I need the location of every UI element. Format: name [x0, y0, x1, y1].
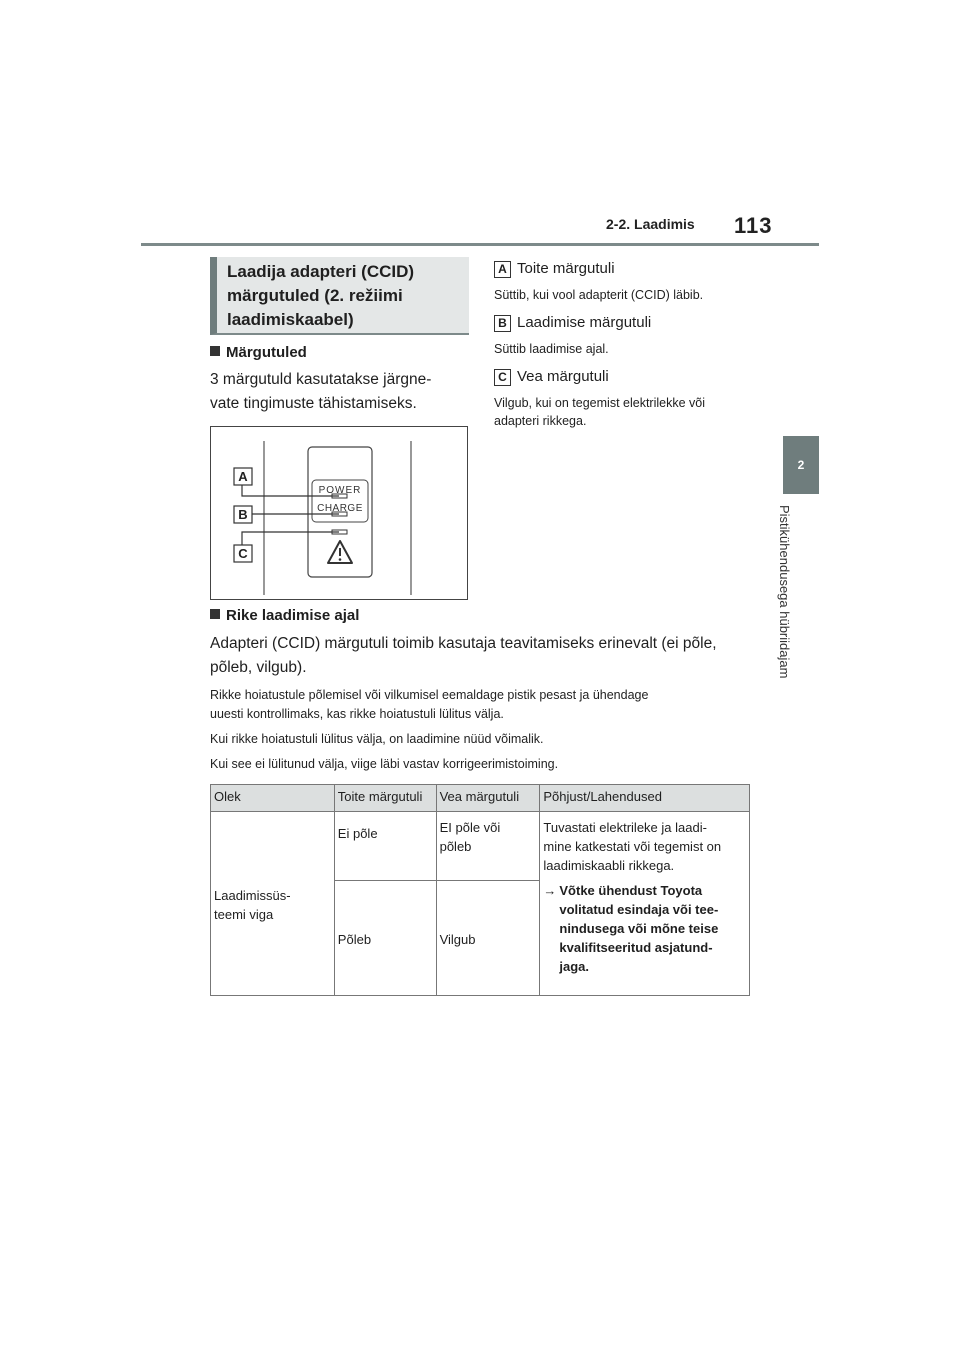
- error-cell: [436, 812, 540, 881]
- cell-line: laadimiskaabli rikkega.: [543, 858, 675, 873]
- subheading-text: Rike laadimise ajal: [226, 607, 360, 624]
- callout-b: B: [238, 507, 248, 522]
- power-cell: Põleb: [334, 881, 436, 996]
- column-header: Vea märgutuli: [436, 785, 540, 812]
- note-line: Rikke hoiatustule põlemisel või vilkumisel eemaldage pistik pesast ja ühendage: [210, 688, 649, 702]
- square-bullet-icon: [210, 346, 220, 356]
- action-text: [559, 881, 718, 976]
- light-item-a: [494, 260, 754, 304]
- callout-a: A: [238, 469, 248, 484]
- table-row: [211, 812, 750, 881]
- cell-line: volitatud esindaja või tee-: [559, 902, 719, 917]
- light-title: Toite märgutuli: [517, 260, 615, 277]
- subheading-text: Märgutuled: [226, 344, 307, 361]
- light-item-c: [494, 368, 754, 430]
- paragraph-line: põleb, vilgub).: [210, 659, 307, 676]
- light-desc: Süttib laadimise ajal.: [494, 342, 609, 356]
- cell-line: Võtke ühendust Toyota: [559, 883, 703, 898]
- heading-line-2: märgutuled (2. režiimi: [227, 286, 403, 305]
- header-rule: [141, 243, 819, 246]
- label-c: C: [494, 369, 511, 386]
- callout-c: C: [238, 546, 248, 561]
- chapter-title: Pistikühendusega hübriidajam: [777, 505, 792, 679]
- paragraph-line: vate tingimuste tähistamiseks.: [210, 395, 417, 412]
- light-item-b: [494, 314, 754, 358]
- light-desc-line: adapteri rikkega.: [494, 414, 587, 428]
- arrow-icon: →: [543, 883, 557, 898]
- section-title: 2-2. Laadimis: [606, 216, 695, 232]
- column-header: Põhjust/Lahendused: [540, 785, 750, 812]
- error-cell: Vilgub: [436, 881, 540, 996]
- cell-line: Tuvastati elektrileke ja laadi-: [543, 820, 707, 835]
- paragraph-rike: [210, 632, 750, 774]
- paragraph-line: 3 märgutuld kasutatakse järgne-: [210, 371, 432, 388]
- paragraph-margutuled: [210, 368, 470, 416]
- table-header-row: [211, 785, 750, 812]
- state-cell: [211, 812, 335, 996]
- note-line: Kui rikke hoiatustuli lülitus välja, on laadimine nüüd võimalik.: [210, 732, 544, 746]
- column-header: Toite märgutuli: [334, 785, 436, 812]
- note-line: uuesti kontrollimaks, kas rikke hoiatustuli lülitus välja.: [210, 707, 504, 721]
- chapter-number: 2: [797, 458, 805, 472]
- ccid-diagram: [211, 427, 467, 599]
- heading-line-1: Laadija adapteri (CCID): [227, 262, 415, 281]
- light-desc: Süttib, kui vool adapterit (CCID) läbib.: [494, 288, 704, 302]
- heading-line-3: laadimiskaabel): [227, 310, 354, 329]
- cell-line: jaga.: [559, 959, 589, 974]
- column-header: Olek: [211, 785, 335, 812]
- light-title: Laadimise märgutuli: [517, 314, 652, 331]
- section-heading-box: [210, 257, 469, 335]
- label-a: A: [494, 261, 511, 278]
- power-cell: Ei põle: [334, 812, 436, 881]
- page-number: 113: [734, 213, 773, 238]
- fault-table: [210, 784, 750, 996]
- light-title: Vea märgutuli: [517, 368, 609, 385]
- light-desc-line: Vilgub, kui on tegemist elektrilekke või: [494, 396, 705, 410]
- cell-line: teemi viga: [214, 906, 274, 922]
- subheading-rike: [210, 607, 359, 624]
- cell-line: EI põle või: [439, 820, 501, 835]
- cell-line: mine katkestati või tegemist on: [543, 839, 722, 854]
- note-line: Kui see ei lülitunud välja, viige läbi vastav korrigeerimistoiming.: [210, 757, 559, 771]
- cell-line: kvalifitseeritud asjatund-: [559, 940, 713, 955]
- chapter-title-vertical: [777, 505, 820, 705]
- label-b: B: [494, 315, 511, 332]
- charge-label: CHARGE: [317, 503, 363, 514]
- cell-line: nindusega või mõne teise: [559, 921, 719, 936]
- paragraph-line: Adapteri (CCID) märgutuli toimib kasutaja teavitamiseks erinevalt (ei põle,: [210, 635, 717, 652]
- action-block: [543, 881, 746, 976]
- square-bullet-icon: [210, 609, 220, 619]
- cell-line: põleb: [439, 839, 472, 854]
- ccid-indicator-figure: [210, 426, 468, 600]
- cell-line: Laadimissüs-: [214, 887, 291, 903]
- power-label: POWER: [318, 485, 362, 496]
- cause-cell: [540, 812, 750, 996]
- subheading-margutuled: [210, 344, 307, 361]
- chapter-tab: [783, 436, 819, 494]
